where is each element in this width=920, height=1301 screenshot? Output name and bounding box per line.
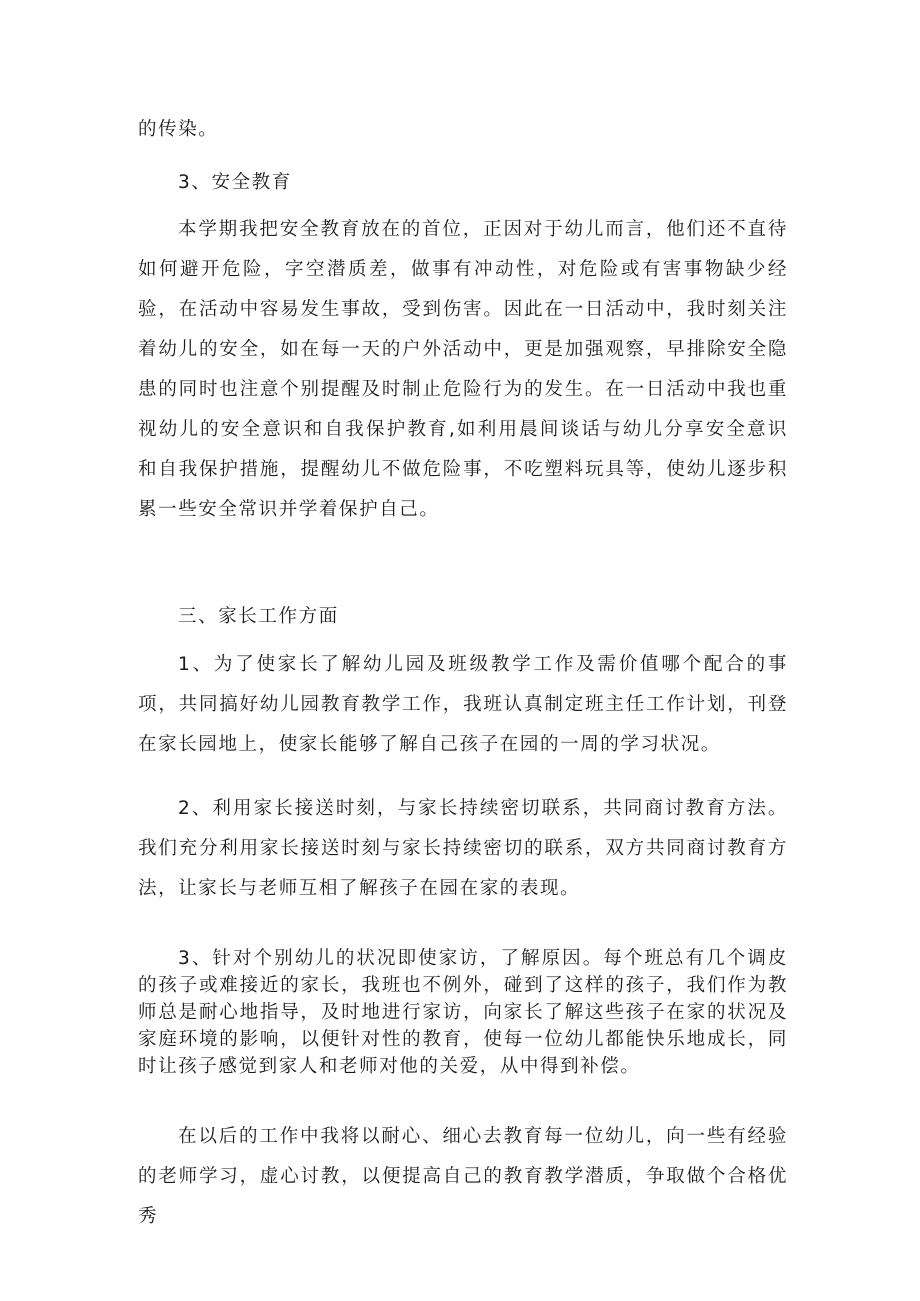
paragraph-parents-item-1: 1、为了使家长了解幼儿园及班级教学工作及需价值哪个配合的事项，共同搞好幼儿园教育教学工作，我班认真制定班主任工作计划，刊登在家长园地上，使家长能够了解自己孩子在园的一周的学习状况。	[138, 654, 788, 755]
paragraph-parents-item-2: 2、利用家长接送时刻，与家长持续密切联系，共同商讨教育方法。我们充分利用家长接送时刻与家长持续密切的联系，双方共同商讨教育方法，让家长与老师互相了解孩子在园在家的表现。	[138, 798, 788, 899]
section-heading-parents: 三、家长工作方面	[178, 606, 339, 627]
section-heading-safety: 3、安全教育	[178, 172, 292, 193]
paragraph-closing: 在以后的工作中我将以耐心、细心去教育每一位幼儿，向一些有经验的老师学习，虚心讨教，以便提高自己的教育教学潜质，争取做个合格优秀	[138, 1126, 788, 1227]
paragraph-continuation: 的传染。	[138, 119, 219, 140]
paragraph-safety-body: 本学期我把安全教育放在的首位，正因对于幼儿而言，他们还不直待如何避开危险，字空潜质差，做事有冲动性，对危险或有害事物缺少经验，在活动中容易发生事故，受到伤害。因此在一日活动中，我时刻关注着幼儿的安全，如在每一天的户外活动中，更是加强观察，早排除安全隐患的同时也注意个别提醒及时制止危险行为的发生。在一日活动中我也重视幼儿的安全意识和自我保护教育,如利用晨间谈话与幼儿分享安全意识和自我保护措施，提醒幼儿不做危险事，不吃塑料玩具等，使幼儿逐步积累一些安全常识并学着保护自己。	[138, 219, 788, 520]
paragraph-parents-item-3: 3、针对个别幼儿的状况即使家访，了解原因。每个班总有几个调皮的孩子或难接近的家长，我班也不例外，碰到了这样的孩子，我们作为教师总是耐心地指导，及时地进行家访，向家长了解这些孩子在家的状况及家庭环境的影响，以便针对性的教育，使每一位幼儿都能快乐地成长，同时让孩子感觉到家人和老师对他的关爱，从中得到补偿。	[138, 948, 788, 1077]
